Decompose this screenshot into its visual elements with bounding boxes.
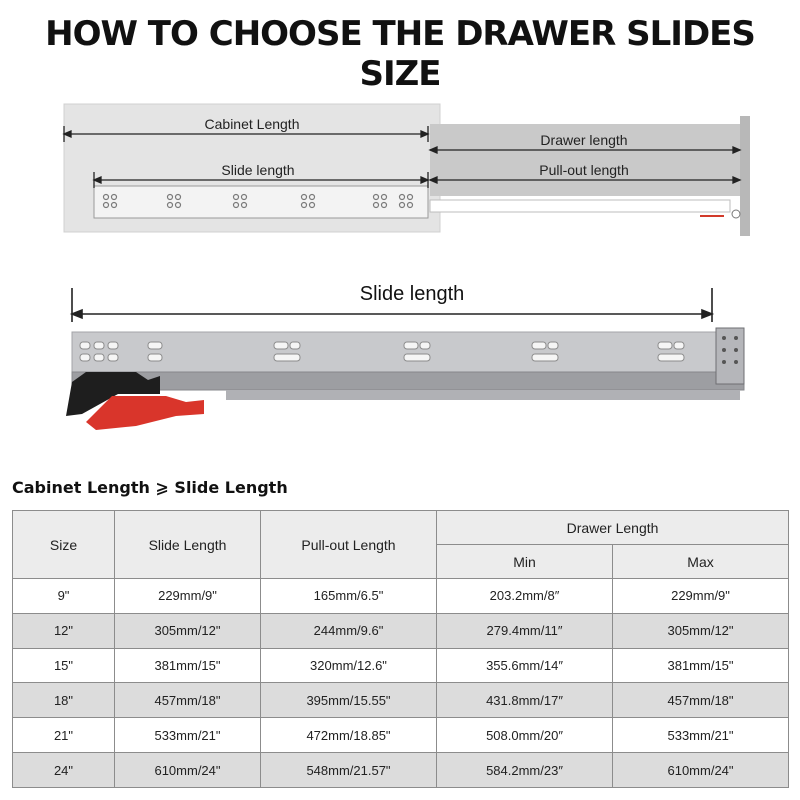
header-pullout-length: Pull-out Length	[261, 511, 437, 579]
cell-slide-length: 533mm/21"	[115, 718, 261, 753]
header-size: Size	[13, 511, 115, 579]
cell-pullout-length: 165mm/6.5"	[261, 579, 437, 614]
slide-length-label: Slide length	[221, 162, 295, 178]
table-row	[13, 683, 789, 718]
size-rule: Cabinet Length ⩾ Slide Length	[12, 478, 288, 497]
cell-drawer-max: 610mm/24"	[613, 753, 789, 788]
table-row	[13, 753, 789, 788]
slide-rail-body	[72, 332, 732, 372]
cell-slide-length: 381mm/15"	[115, 648, 261, 683]
end-bracket	[716, 328, 744, 384]
cell-pullout-length: 548mm/21.57"	[261, 753, 437, 788]
cell-slide-length: 457mm/18"	[115, 683, 261, 718]
cabinet-drawer-diagram	[60, 100, 760, 240]
cell-drawer-min: 431.8mm/17″	[437, 683, 613, 718]
cell-drawer-max: 457mm/18"	[613, 683, 789, 718]
cell-size: 15"	[13, 648, 115, 683]
cell-drawer-max: 533mm/21"	[613, 718, 789, 753]
cabinet-length-label: Cabinet Length	[204, 116, 300, 132]
cell-drawer-max: 381mm/15"	[613, 648, 789, 683]
slide-illustration	[56, 276, 756, 436]
cell-drawer-min: 279.4mm/11″	[437, 613, 613, 648]
slide-length-caption: Slide length	[359, 283, 465, 305]
header-max: Max	[613, 545, 789, 579]
cell-drawer-min: 508.0mm/20″	[437, 718, 613, 753]
slide-rail-bottom	[72, 372, 744, 390]
header-min: Min	[437, 545, 613, 579]
table-row	[13, 613, 789, 648]
cell-pullout-length: 320mm/12.6"	[261, 648, 437, 683]
cell-size: 21"	[13, 718, 115, 753]
cell-size: 12"	[13, 613, 115, 648]
slide-rail	[94, 186, 428, 218]
cell-slide-length: 610mm/24"	[115, 753, 261, 788]
cell-pullout-length: 244mm/9.6"	[261, 613, 437, 648]
drawer-length-label: Drawer length	[540, 132, 628, 148]
cell-pullout-length: 395mm/15.55"	[261, 683, 437, 718]
table-row	[13, 718, 789, 753]
table-row	[13, 648, 789, 683]
page-title: HOW TO CHOOSE THE DRAWER SLIDES SIZE	[45, 14, 755, 94]
cell-drawer-min: 203.2mm/8″	[437, 579, 613, 614]
cell-slide-length: 229mm/9"	[115, 579, 261, 614]
header-slide-length: Slide Length	[115, 511, 261, 579]
cell-size: 24"	[13, 753, 115, 788]
slide-rail-inner	[226, 390, 740, 400]
cell-pullout-length: 472mm/18.85"	[261, 718, 437, 753]
size-table-header	[13, 511, 789, 579]
cell-drawer-max: 229mm/9"	[613, 579, 789, 614]
cell-drawer-max: 305mm/12"	[613, 613, 789, 648]
pullout-length-label: Pull-out length	[539, 162, 629, 178]
table-row	[13, 579, 789, 614]
drawer-front	[740, 116, 750, 236]
header-drawer-length: Drawer Length	[437, 511, 789, 545]
cell-drawer-min: 584.2mm/23″	[437, 753, 613, 788]
cell-size: 18"	[13, 683, 115, 718]
size-table	[12, 510, 789, 788]
slide-extension	[430, 200, 730, 212]
cell-drawer-min: 355.6mm/14″	[437, 648, 613, 683]
slide-end-roller	[732, 210, 740, 218]
cell-slide-length: 305mm/12"	[115, 613, 261, 648]
cell-size: 9"	[13, 579, 115, 614]
